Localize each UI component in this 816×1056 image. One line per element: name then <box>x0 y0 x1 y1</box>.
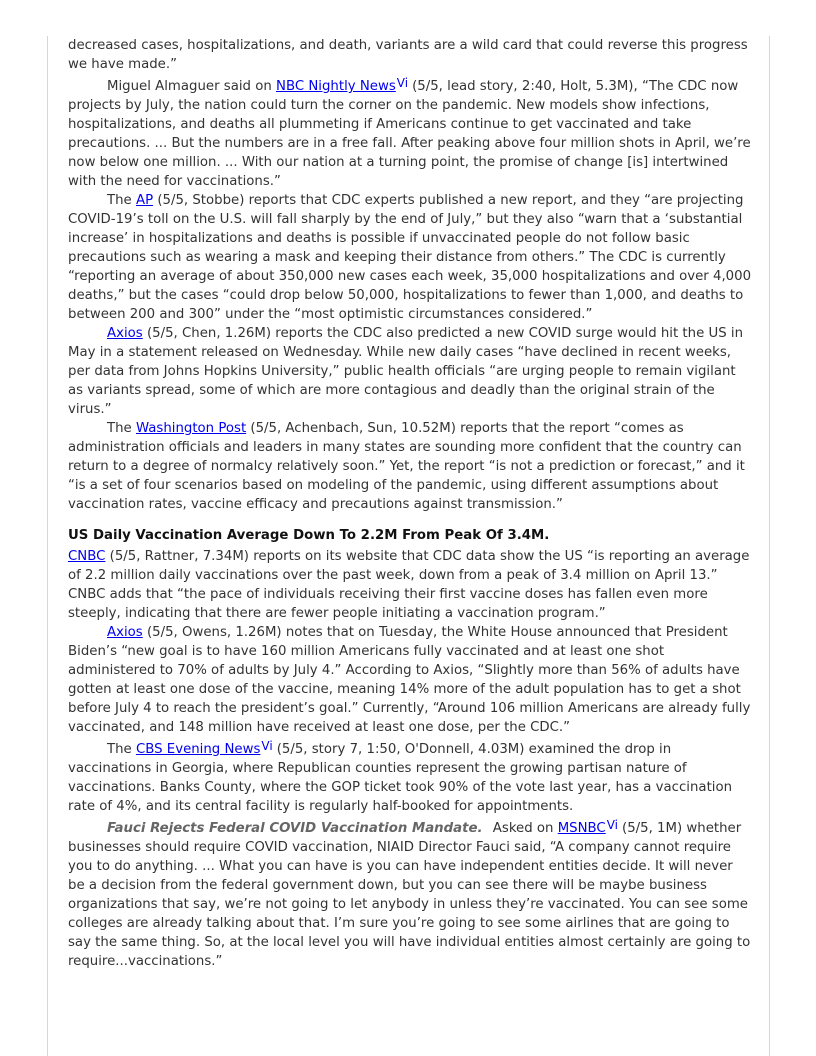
text: (5/5, Rattner, 7.34M) reports on its website that CDC data show the US “is reporting an average of 2.2 million daily vaccinations over the past week, down from a peak of 3.4 million on April 13.” CNBC adds that “the pace of individuals receiving their first vaccine doses has fallen even more steeply, indicating that there are fewer people initiating a vaccination program.” <box>68 549 750 621</box>
text: Miguel Almaguer said on <box>107 79 276 94</box>
paragraph <box>68 36 752 74</box>
text: (5/5, Chen, 1.26M) reports the CDC also predicted a new COVID surge would hit the US in May in a statement released on Wednesday. While new daily cases “have declined in recent weeks, per data from Johns Hopkins University,” public health officials “are urging people to remain vigilant as variants spread, some of which are more contagious and deadly than the original strain of the virus.” <box>68 326 744 417</box>
source-link[interactable]: NBC Nightly News <box>276 79 396 94</box>
paragraph <box>68 623 752 737</box>
source-link[interactable]: Axios <box>107 326 143 341</box>
paragraph <box>68 737 752 816</box>
video-indicator-icon[interactable]: Vi <box>396 76 409 90</box>
paragraph <box>68 191 752 324</box>
text: The <box>107 742 136 757</box>
source-link[interactable]: MSNBC <box>557 821 606 836</box>
text: decreased cases, hospitalizations, and death, variants are a wild card that could reverse this progress we have made.” <box>68 38 748 72</box>
video-indicator-icon[interactable]: Vi <box>261 739 273 753</box>
text: The <box>107 421 136 436</box>
source-link[interactable]: CNBC <box>68 549 106 564</box>
text: (5/5, Owens, 1.26M) notes that on Tuesday, the White House announced that President Biden’s “new goal is to have 160 million Americans fully vaccinated and at least one shot administered to 70% of adults by July 4.” According to Axios, “Slightly more than 56% of adults have gotten at least one dose of the vaccine, meaning 14% more of the adult population has to get a shot before July 4 to reach the president’s goal.” Currently, “Around 106 million Americans are already fully vaccinated, and 148 million have received at least one dose, per the CDC.” <box>68 625 751 735</box>
text: Asked on <box>488 821 558 836</box>
paragraph <box>68 419 752 514</box>
document-body <box>68 36 752 971</box>
text: (5/5, lead story, 2:40, Holt, 5.3M), “The CDC now projects by July, the nation could turn the corner on the pandemic. New models show infections, hospitalizations, and deaths all plummeting if Americans continue to get vaccinated and take precautions. ... But the numbers are in a free fall. After peaking above four million shots in April, we’re now below one million. ... With our nation at a turning point, the promise of change [is] intertwined with the need for vaccinations.” <box>68 79 751 189</box>
paragraph <box>68 816 752 971</box>
paragraph <box>68 324 752 419</box>
video-indicator-icon[interactable]: Vi <box>606 818 619 832</box>
source-link[interactable]: CBS Evening News <box>135 742 261 757</box>
text: (5/5, Achenbach, Sun, 10.52M) reports that the report “comes as administration officials and leaders in many states are sounding more confident that the country can return to a degree of normalcy relatively soon.” Yet, the report “is not a prediction or forecast,” and it “is a set of four scenarios based on modeling of the pandemic, using different assumptions about vaccination rates, vaccine efficacy and precautions against transmission.” <box>68 421 745 512</box>
source-link[interactable]: Washington Post <box>135 421 247 436</box>
paragraph <box>68 547 752 623</box>
text: (5/5, Stobbe) reports that CDC experts published a new report, and they “are projecting COVID-19’s toll on the U.S. will fall sharply by the end of July,” but they also “warn that a ‘substantial increase’ in hospitalizations and deaths is possible if unvaccinated people do not follow basic precautions such as wearing a mask and keeping their distance from others.” The CDC is currently “reporting an average of about 350,000 new cases each week, 35,000 hospitalizations and over 4,000 deaths,” but the cases “could drop below 50,000, hospitalizations to fewer than 1,000, and deaths to between 200 and 300” under the “most optimistic circumstances considered.” <box>68 193 752 322</box>
source-link[interactable]: AP <box>135 193 154 208</box>
text: The <box>107 193 136 208</box>
text: (5/5, 1M) whether businesses should require COVID vaccination, NIAID Director Fauci said, “A company cannot require you to do anything. ... What you can have is you can have independent entities decide. It will never be a decision from the federal government down, but you can see there will be maybe business organizations that say, we’re not going to let anybody in unless they’re vaccinated. You can see some colleges are already talking about that. I’m sure you’re going to see some airlines that are going to say the same thing. So, at the local level you will have individual entities almost certainly are going to require...vaccinations.” <box>68 821 751 969</box>
text: US Daily Vaccination Average Down To 2.2M From Peak Of 3.4M. <box>68 528 550 543</box>
subheading-inline: Fauci Rejects Federal COVID Vaccination Mandate. <box>107 821 483 836</box>
source-link[interactable]: Axios <box>107 625 143 640</box>
paragraph <box>68 74 752 191</box>
text: (5/5, story 7, 1:50, O'Donnell, 4.03M) examined the drop in vaccinations in Georgia, where Republican counties represent the growing partisan nature of vaccinations. Banks County, where the GOP ticket took 90% of the vote last year, has a vaccination rate of 4%, and its central facility is regularly half-booked for appointments. <box>68 742 733 814</box>
section-heading <box>68 526 752 545</box>
